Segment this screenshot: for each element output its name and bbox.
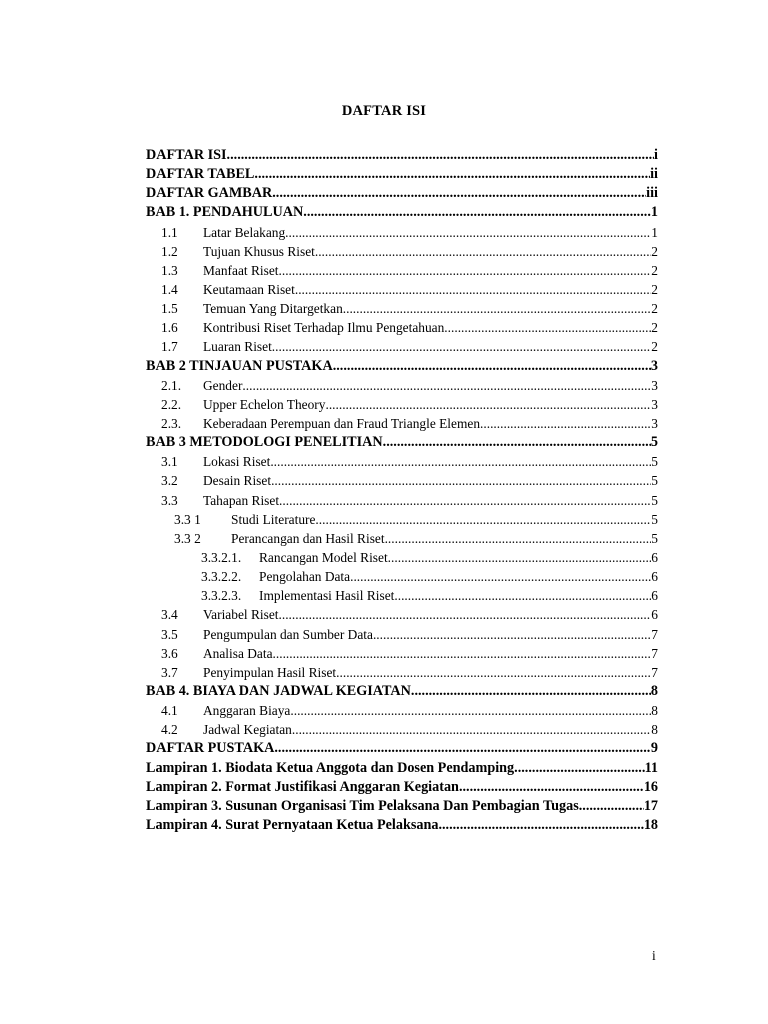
toc-entry-page: 6 [651, 549, 658, 565]
toc-entry[interactable] [146, 357, 658, 376]
toc-entry-title: Rancangan Model Riset [259, 549, 388, 565]
toc-entry-page: 5 [651, 511, 658, 527]
toc-entry-page: 9 [650, 740, 658, 757]
toc-entry-title: BAB 3 METODOLOGI PENELITIAN [146, 434, 383, 451]
dot-leader [459, 778, 644, 797]
toc-entry[interactable] [146, 797, 658, 816]
toc-entry-number: 1.3 [161, 262, 178, 278]
toc-entry-page: 3 [651, 415, 658, 431]
toc-entry-page: 5 [650, 434, 658, 451]
toc-entry-number: 1.7 [161, 339, 178, 355]
toc-entry-title: DAFTAR PUSTAKA [146, 740, 275, 757]
dot-leader [315, 510, 651, 529]
toc-entry-number: 1.4 [161, 281, 178, 297]
toc-entry-page: 8 [651, 703, 658, 719]
toc-entry-number: 1.5 [161, 301, 178, 317]
toc-entry-page: 2 [651, 262, 658, 278]
toc-entry-number: 3.6 [161, 645, 178, 661]
dot-leader [295, 280, 651, 299]
toc-entry-number: 2.2. [161, 396, 182, 412]
toc-entry-number: 3.4 [161, 607, 178, 623]
toc-entry-number: 2.3. [161, 415, 182, 431]
toc-entry-page: ii [650, 166, 658, 183]
toc-entry-page: 18 [643, 816, 658, 833]
toc-entry-number: 2.1. [161, 377, 182, 393]
toc-entry-number: 3.3.2.2. [201, 569, 242, 585]
dot-leader [279, 261, 652, 280]
toc-entry[interactable] [146, 203, 658, 222]
toc-entry[interactable] [146, 720, 658, 739]
toc-entry-number: 3.3 [161, 492, 178, 508]
dot-leader [373, 625, 651, 644]
toc-entry-title: Lokasi Riset [203, 454, 271, 470]
toc-entry[interactable] [146, 816, 658, 835]
dot-leader [292, 720, 651, 739]
toc-entry[interactable] [146, 625, 658, 644]
toc-entry-title: Jadwal Kegiatan [203, 722, 292, 738]
toc-entry[interactable] [146, 471, 658, 490]
dot-leader [274, 739, 651, 758]
toc-entry[interactable] [146, 376, 658, 395]
dot-leader [333, 357, 651, 376]
toc-entry-page: 6 [651, 588, 658, 604]
dot-leader [394, 586, 651, 605]
toc-entry[interactable] [146, 529, 658, 548]
toc-entry[interactable] [146, 242, 658, 261]
dot-leader [270, 452, 651, 471]
toc-entry-title: Lampiran 3. Susunan Organisasi Tim Pelaksana Dan Pembagian Tugas [146, 797, 579, 814]
toc-entry-title: Latar Belakang [203, 224, 286, 240]
toc-entry-number: 1.2 [161, 243, 178, 259]
toc-entry-title: Upper Echelon Theory [203, 396, 326, 412]
toc-entry[interactable] [146, 280, 658, 299]
toc-entry-page: 2 [651, 243, 658, 259]
toc-entry-title: Luaran Riset [203, 339, 272, 355]
toc-entry-page: 3 [651, 377, 658, 393]
toc-entry-title: Tujuan Khusus Riset [203, 243, 315, 259]
toc-entry-number: 3.3 1 [174, 511, 201, 527]
toc-entry-title: BAB 1. PENDAHULUAN [146, 204, 304, 221]
toc-entry-page: 5 [651, 473, 658, 489]
dot-leader [514, 759, 644, 778]
toc-entry-title: DAFTAR ISI [146, 147, 227, 163]
toc-entry-number: 1.1 [161, 224, 178, 240]
dot-leader [385, 529, 652, 548]
toc-entry-title: Anggaran Biaya [203, 703, 291, 719]
toc-entry-title: Tahapan Riset [203, 492, 280, 508]
toc-entry-page: 7 [651, 645, 658, 661]
toc-entry-title: DAFTAR GAMBAR [146, 185, 273, 202]
toc-entry-title: BAB 2 TINJAUAN PUSTAKA [146, 357, 333, 374]
toc-entry-page: 16 [643, 778, 658, 795]
toc-entry-title: Penyimpulan Hasil Riset [203, 664, 337, 680]
toc-entry-number: 3.5 [161, 626, 178, 642]
toc-entry-number: 1.6 [161, 320, 178, 336]
dot-leader [271, 471, 651, 490]
toc-entry-title: Implementasi Hasil Riset [259, 588, 395, 604]
dot-leader [273, 644, 652, 663]
dot-leader [325, 395, 651, 414]
toc-entry-title: Variabel Riset [203, 607, 279, 623]
toc-entry[interactable] [146, 567, 658, 586]
toc-entry-title: Lampiran 2. Format Justifikasi Anggaran Kegiatan [146, 778, 459, 795]
toc-entry-number: 4.1 [161, 703, 178, 719]
toc-entry[interactable] [146, 644, 658, 663]
dot-leader [279, 605, 652, 624]
toc-entry-title: Desain Riset [203, 473, 272, 489]
dot-leader [438, 816, 643, 835]
dot-leader [411, 682, 651, 701]
toc-entry-page: 5 [651, 492, 658, 508]
dot-leader [343, 299, 652, 318]
toc-entry-number: 3.1 [161, 454, 178, 470]
toc-entry-number: 4.2 [161, 722, 178, 738]
page-number: i [652, 948, 656, 963]
toc-entry-title: Keutamaan Riset [203, 281, 295, 297]
toc-entry[interactable] [146, 261, 658, 280]
toc-entry[interactable] [146, 759, 658, 778]
toc-entry-page: 5 [651, 454, 658, 470]
dot-leader [350, 567, 651, 586]
dot-leader [579, 797, 644, 816]
dot-leader [388, 548, 652, 567]
toc-entry[interactable] [146, 299, 658, 318]
toc-entry[interactable] [146, 146, 658, 165]
dot-leader [480, 414, 651, 433]
toc-entry-page: 7 [651, 664, 658, 680]
dot-leader [336, 663, 651, 682]
toc-entry-page: 8 [651, 722, 658, 738]
toc-entry-title: Pengolahan Data [259, 569, 351, 585]
toc-entry-page: 3 [650, 357, 658, 374]
toc-entry-page: 7 [651, 626, 658, 642]
toc-entry-page: 5 [651, 530, 658, 546]
toc-entry[interactable] [146, 663, 658, 682]
toc-entry-page: 2 [651, 320, 658, 336]
toc-entry-page: 2 [651, 339, 658, 355]
toc-entry-title: Analisa Data [203, 645, 273, 661]
dot-leader [303, 203, 651, 222]
toc-entry[interactable] [146, 223, 658, 242]
toc-entry[interactable] [146, 184, 658, 203]
toc-entry-number: 3.3.2.1. [201, 549, 242, 565]
toc-entry[interactable] [146, 452, 658, 471]
toc-entry[interactable] [146, 337, 658, 356]
toc-entry-title: Studi Literature [231, 511, 316, 527]
toc-entry-page: 1 [651, 224, 658, 240]
dot-leader [279, 491, 651, 510]
toc-entry-number: 3.3.2.3. [201, 588, 242, 604]
toc-entry[interactable] [146, 318, 658, 337]
toc-entry-title: Manfaat Riset [203, 262, 279, 278]
toc-entry[interactable] [146, 510, 658, 529]
toc-entry-title: Perancangan dan Hasil Riset [231, 530, 385, 546]
toc-entry-page: 6 [651, 569, 658, 585]
dot-leader [272, 337, 652, 356]
toc-entry-title: Kontribusi Riset Terhadap Ilmu Pengetahuan [203, 320, 445, 336]
dot-leader [254, 165, 650, 184]
toc-entry-title: Temuan Yang Ditargetkan [203, 301, 343, 317]
toc-entry[interactable] [146, 586, 658, 605]
toc-entry[interactable] [146, 433, 658, 452]
toc-entry-page: 11 [644, 759, 658, 776]
toc-entry-page: 8 [650, 682, 658, 699]
toc-entry-number: 3.2 [161, 473, 178, 489]
toc-entry-title: Gender [203, 377, 243, 393]
toc-entry-page: iii [646, 185, 658, 202]
page-title: DAFTAR ISI [341, 103, 427, 119]
toc-entry[interactable] [146, 491, 658, 510]
toc-entry[interactable] [146, 165, 658, 184]
dot-leader [290, 701, 651, 720]
toc-entry-title: BAB 4. BIAYA DAN JADWAL KEGIATAN [146, 682, 411, 699]
dot-leader [272, 184, 646, 203]
toc-entry-page: 2 [651, 281, 658, 297]
toc-entry-title: DAFTAR TABEL [146, 166, 255, 183]
toc-entry-page: 17 [643, 797, 658, 814]
toc-entry-title: Lampiran 4. Surat Pernyataan Ketua Pelaksana [146, 816, 439, 833]
toc-entry[interactable] [146, 548, 658, 567]
toc-entry[interactable] [146, 701, 658, 720]
toc-entry[interactable] [146, 739, 658, 758]
dot-leader [242, 376, 651, 395]
toc-entry-number: 3.3 2 [174, 530, 201, 546]
toc-entry[interactable] [146, 395, 658, 414]
toc-entry-number: 3.7 [161, 664, 178, 680]
toc-entry-title: Pengumpulan dan Sumber Data [203, 626, 373, 642]
toc-entry[interactable] [146, 778, 658, 797]
toc-entry-page: 1 [650, 204, 658, 221]
toc-entry-page: i [654, 147, 658, 163]
dot-leader [383, 433, 651, 452]
toc-entry[interactable] [146, 605, 658, 624]
table-of-contents [146, 146, 658, 835]
dot-leader [444, 318, 651, 337]
toc-entry-page: 3 [651, 396, 658, 412]
toc-entry[interactable] [146, 682, 658, 701]
dot-leader [285, 223, 651, 242]
toc-entry-page: 2 [651, 301, 658, 317]
toc-entry-title: Lampiran 1. Biodata Ketua Anggota dan Dosen Pendamping [146, 759, 515, 776]
dot-leader [227, 146, 655, 165]
toc-entry[interactable] [146, 414, 658, 433]
toc-entry-page: 6 [651, 607, 658, 623]
toc-entry-title: Keberadaan Perempuan dan Fraud Triangle Elemen [203, 415, 481, 431]
dot-leader [315, 242, 651, 261]
